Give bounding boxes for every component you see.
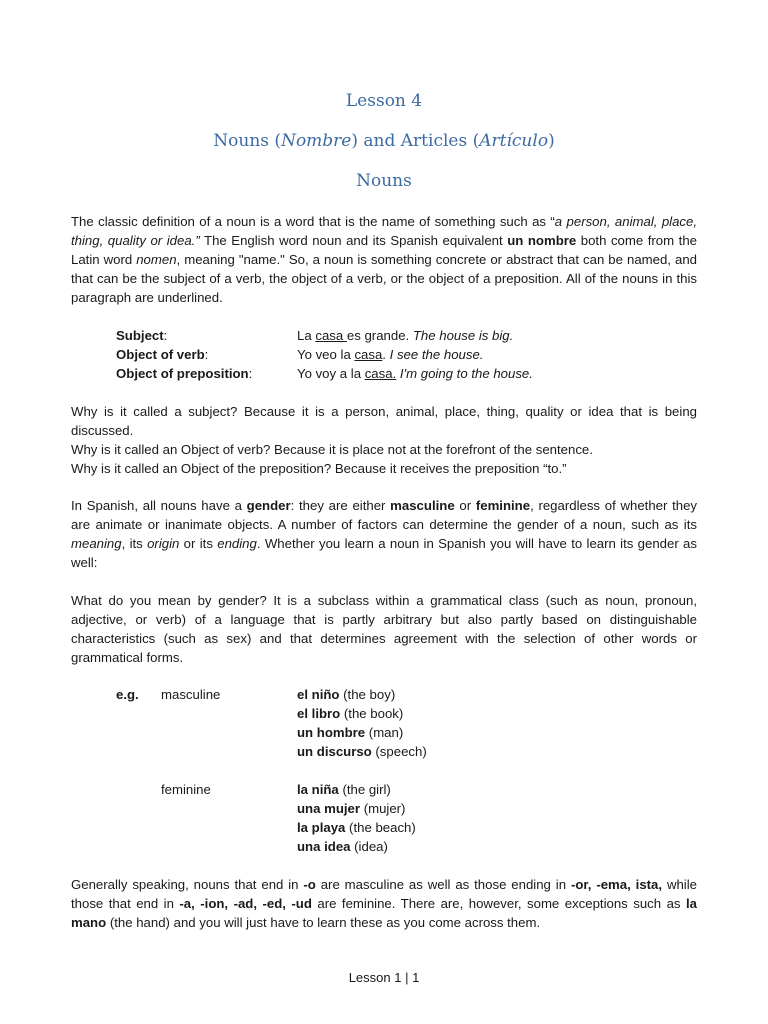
example-word: la playa (297, 820, 346, 835)
endings-paragraph (71, 875, 697, 932)
example-gloss: (mujer) (360, 801, 406, 816)
masculine-example-2 (297, 704, 403, 723)
intro-text-2: The English word noun and its Spanish equivalent (199, 233, 508, 248)
masculine-example-3 (297, 723, 403, 742)
label-colon: : (248, 366, 253, 381)
gender-bold-feminine: feminine (475, 498, 531, 513)
lesson-heading: Lesson 4 (345, 91, 423, 111)
endings-text-e: (the hand) and you will just have to learn these as you come across them. (106, 915, 541, 930)
example-label-object-of-preposition (116, 364, 252, 383)
sentence-translation: The house is big. (412, 328, 514, 343)
sentence-translation: I see the house. (389, 347, 484, 362)
endings-bold-fem-suffixes: -a, -ion, -ad, -ed, -ud (179, 896, 312, 911)
endings-text-d: are feminine. There are, however, some exceptions such as (311, 896, 686, 911)
gender-bold-masculine: masculine (390, 498, 455, 513)
why-object-preposition-paragraph: Why is it called an Object of the preposition? Because it receives the preposition “to.” (71, 461, 567, 476)
label-text: Subject (116, 328, 164, 343)
gender-text-c: or (454, 498, 476, 513)
example-word: el niño (297, 687, 340, 702)
page-title (71, 131, 697, 151)
example-gloss: (speech) (371, 744, 427, 759)
intro-paragraph (71, 212, 697, 307)
gender-italic-origin: origin (147, 536, 180, 551)
gender-italic-ending: ending (217, 536, 257, 551)
example-label-object-of-verb (116, 345, 208, 364)
intro-bold-nombre: un nombre (507, 233, 577, 248)
endings-bold-masc-suffixes: -or, -ema, ista, (570, 877, 663, 892)
example-word: una mujer (297, 801, 361, 816)
gender-bold-gender: gender (246, 498, 291, 513)
endings-text-a: Generally speaking, nouns that end in (71, 877, 304, 892)
example-word: el libro (297, 706, 341, 721)
title-pre: Nouns ( (213, 131, 282, 151)
example-word: la niña (297, 782, 339, 797)
endings-bold-o: -o (303, 877, 316, 892)
gender-text-a: In Spanish, all nouns have a (71, 498, 247, 513)
intro-text-3: both come from the Latin word (71, 233, 697, 267)
label-colon: : (204, 347, 209, 362)
section-subtitle: Nouns (356, 171, 412, 191)
example-gloss: (the boy) (339, 687, 396, 702)
intro-text-4: , meaning "name." So, a noun is something concrete or abstract that can be named, and that can be the subject of a verb, the object of a verb, or the object of a preposition. All of the nouns in this paragraph are underlined. (71, 252, 697, 305)
title-post: ) (548, 131, 555, 151)
definition-paragraph: What do you mean by gender? It is a subclass within a grammatical class (such as noun, pronoun, adjective, or verb) of a language that is partly arbitrary but also partly based on distinguishable characteristics (such as sex) and that determines agreement with the selection of other words or grammatical forms. (71, 593, 697, 665)
sentence-post: . (382, 347, 390, 362)
label-colon: : (163, 328, 168, 343)
intro-italic-nomen: nomen (136, 252, 177, 267)
masculine-example-1 (297, 685, 395, 704)
gender-italic-meaning: meaning (71, 536, 122, 551)
example-label-subject (116, 326, 167, 345)
example-gloss: (the beach) (345, 820, 416, 835)
feminine-example-3 (297, 818, 416, 837)
example-word: un discurso (297, 744, 372, 759)
gender-text-g: . Whether you learn a noun in Spanish you will have to learn its gender as well: (71, 536, 697, 570)
gender-text-e: , its (121, 536, 148, 551)
gender-text-f: or its (179, 536, 218, 551)
gender-text-d: , regardless of whether they are animate or inanimate objects. A number of factors can determine the gender of a noun, such as its (71, 498, 698, 532)
example-sentence-object-of-preposition (297, 364, 533, 383)
eg-label-text: e.g. (116, 687, 139, 702)
endings-text-c: while those that end in (71, 877, 697, 911)
sentence-pre: La (297, 328, 316, 343)
feminine-example-4 (297, 837, 388, 856)
feminine-example-1 (297, 780, 391, 799)
sentence-pre: Yo veo la (297, 347, 355, 362)
sentence-noun: casa (354, 347, 383, 362)
label-text: Object of verb (116, 347, 205, 362)
gender-paragraph (71, 496, 697, 572)
sentence-translation: I'm going to the house. (399, 366, 533, 381)
masculine-label: masculine (161, 687, 221, 702)
endings-bold-la-mano: la mano (71, 896, 697, 930)
title-nombre: Nombre (281, 131, 352, 151)
example-gloss: (idea) (350, 839, 388, 854)
example-gloss: (the book) (340, 706, 404, 721)
example-sentence-object-of-verb (297, 345, 483, 364)
sentence-pre: Yo voy a la (297, 366, 365, 381)
feminine-label: feminine (161, 782, 211, 797)
example-gloss: (the girl) (338, 782, 391, 797)
intro-text-1: The classic definition of a noun is a word that is the name of something such as “ (71, 214, 555, 229)
page-footer: Lesson 1 | 1 (348, 970, 420, 985)
example-word: una idea (297, 839, 351, 854)
label-text: Object of preposition (116, 366, 249, 381)
sentence-post: es grande. (346, 328, 413, 343)
endings-text-b: are masculine as well as those ending in (315, 877, 571, 892)
example-sentence-subject (297, 326, 513, 345)
example-gloss: (man) (365, 725, 404, 740)
gender-text-b: : they are either (290, 498, 391, 513)
title-articulo: Artículo (479, 131, 549, 151)
why-subject-paragraph: Why is it called a subject? Because it is a person, animal, place, thing, quality or idea that is being discussed. (71, 404, 697, 438)
masculine-example-4 (297, 742, 427, 761)
example-word: un hombre (297, 725, 366, 740)
why-object-verb-paragraph: Why is it called an Object of verb? Because it is place not at the forefront of the sentence. (71, 442, 593, 457)
intro-italic-1: a person, animal, place, thing, quality or idea.” (71, 214, 698, 248)
sentence-noun: casa (315, 328, 347, 343)
eg-label (116, 685, 139, 704)
title-mid: ) and Articles ( (351, 131, 480, 151)
sentence-noun: casa. (364, 366, 397, 381)
feminine-example-2 (297, 799, 405, 818)
